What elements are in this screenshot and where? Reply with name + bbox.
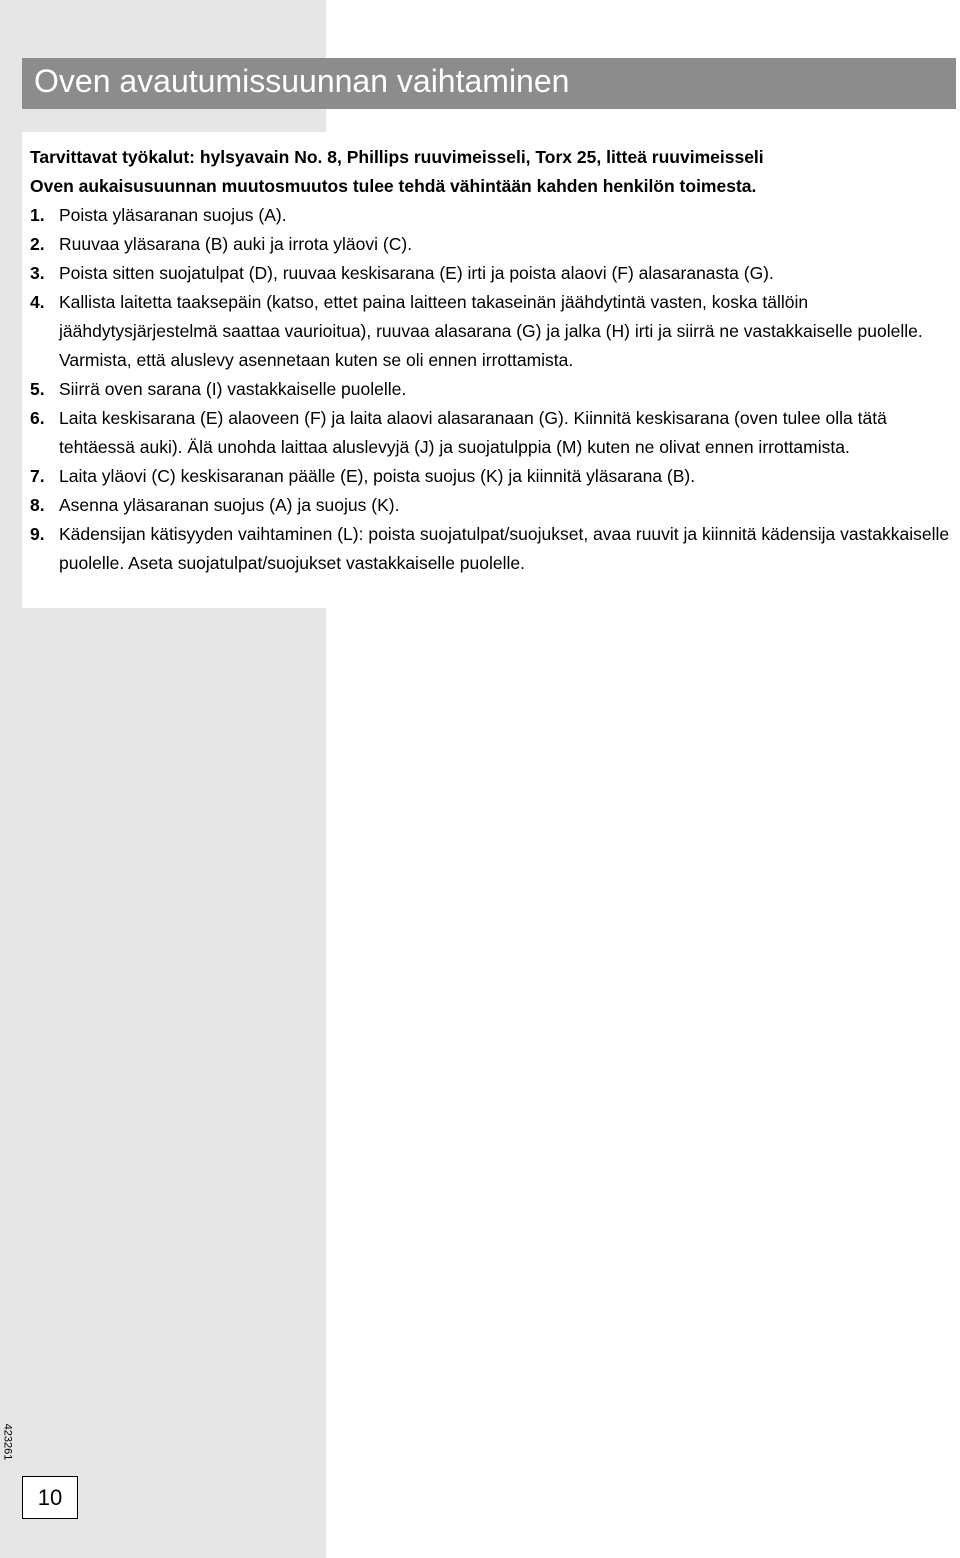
document-code-text: 423261 xyxy=(1,1423,13,1461)
step-number: 1. xyxy=(30,205,45,225)
step-item xyxy=(30,375,950,404)
step-number: 3. xyxy=(30,263,45,283)
step-number: 4. xyxy=(30,292,45,312)
step-item xyxy=(30,288,950,375)
step-number: 9. xyxy=(30,524,45,544)
step-number: 8. xyxy=(30,495,45,515)
step-item xyxy=(30,259,950,288)
step-text: Kädensijan kätisyyden vaihtaminen (L): poista suojatulpat/suojukset, avaa ruuvit ja kiinnitä kädensija vastakkaiselle puolelle. Aseta suojatulpat/suojukset vastakkaiselle puolelle. xyxy=(59,524,950,573)
step-item xyxy=(30,462,950,491)
step-text: Ruuvaa yläsarana (B) auki ja irrota yläovi (C). xyxy=(59,234,413,254)
document-code xyxy=(0,1420,14,1464)
step-item xyxy=(30,520,950,578)
tools-required: Tarvittavat työkalut: hylsyavain No. 8, Phillips ruuvimeisseli, Torx 25, litteä ruuvimeisseli xyxy=(30,147,764,167)
step-text: Kallista laitetta taaksepäin (katso, ettet paina laitteen takaseinän jäähdytintä vasten, koska tällöin jäähdytysjärjestelmä saattaa vaurioitua), ruuvaa alasarana (G) ja jalka (H) irti ja siirrä ne vastakkaiselle puolelle. Varmista, että aluslevy asennetaan kuten se oli ennen irrottamista. xyxy=(59,292,923,370)
page-title: Oven avautumissuunnan vaihtaminen xyxy=(34,63,570,99)
step-number: 6. xyxy=(30,408,45,428)
step-text: Asenna yläsaranan suojus (A) ja suojus (K). xyxy=(59,495,400,515)
title-bar xyxy=(22,58,956,109)
page-number: 10 xyxy=(22,1476,78,1519)
step-item xyxy=(30,201,950,230)
step-number: 2. xyxy=(30,234,45,254)
step-number: 5. xyxy=(30,379,45,399)
step-item xyxy=(30,404,950,462)
instructions xyxy=(30,143,950,578)
safety-note: Oven aukaisusuunnan muutosmuutos tulee tehdä vähintään kahden henkilön toimesta. xyxy=(30,176,757,196)
step-text: Poista yläsaranan suojus (A). xyxy=(59,205,287,225)
step-text: Laita yläovi (C) keskisaranan päälle (E), poista suojus (K) ja kiinnitä yläsarana (B). xyxy=(59,466,696,486)
step-item xyxy=(30,230,950,259)
step-item xyxy=(30,491,950,520)
step-text: Laita keskisarana (E) alaoveen (F) ja laita alaovi alasaranaan (G). Kiinnitä keskisarana (oven tulee olla tätä tehtäessä auki). Älä unohda laittaa aluslevyjä (J) ja suojatulppia (M) kuten ne olivat ennen irrottamista. xyxy=(59,408,887,457)
step-text: Siirrä oven sarana (I) vastakkaiselle puolelle. xyxy=(59,379,407,399)
step-number: 7. xyxy=(30,466,45,486)
step-text: Poista sitten suojatulpat (D), ruuvaa keskisarana (E) irti ja poista alaovi (F) alasaranasta (G). xyxy=(59,263,774,283)
content-box xyxy=(22,132,956,608)
